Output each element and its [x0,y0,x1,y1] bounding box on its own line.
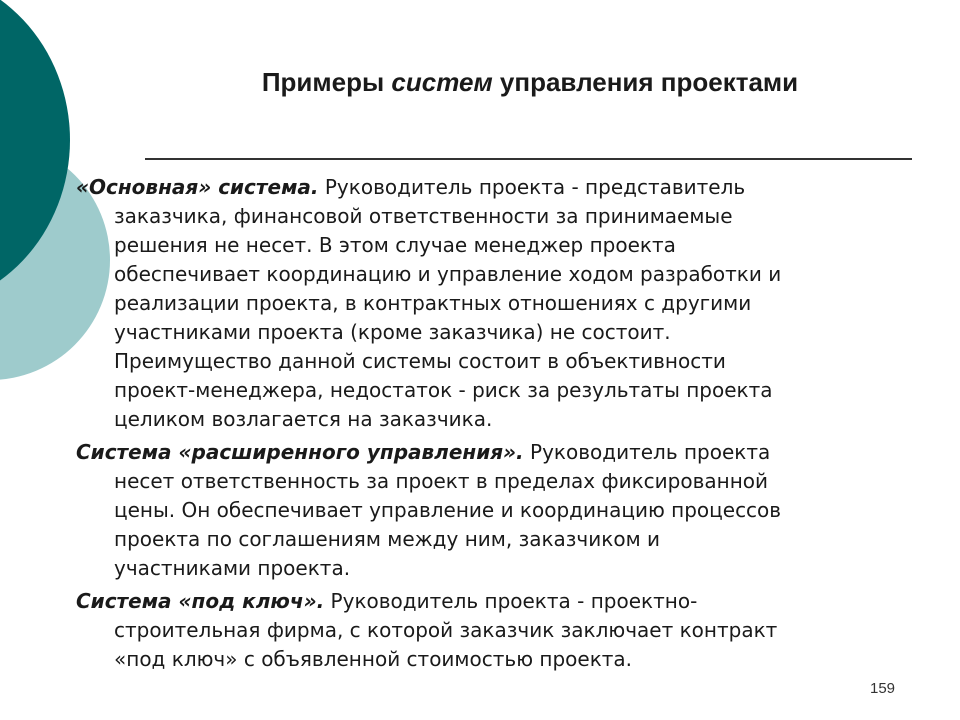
paragraph-basic-system [76,173,926,434]
paragraph-lead: Система «под ключ». [76,589,325,613]
paragraph-line: проекта по соглашениям между ним, заказчиком и [114,527,661,551]
slide-body [76,173,926,678]
title-part-2: управления проектами [492,67,799,97]
paragraph-line: Руководитель проекта - проектно- [324,589,698,613]
paragraph-line: несет ответственность за проект в пределах фиксированной [114,469,769,493]
paragraph-line: строительная фирма, с которой заказчик заключает контракт [114,618,778,642]
paragraph-lead: Система «расширенного управления». [76,440,524,464]
title-divider [145,158,912,160]
paragraph-line: Руководитель проекта - представитель [318,175,746,199]
paragraph-extended-management [76,438,926,583]
title-part-1: Примеры [261,67,392,97]
paragraph-turnkey [76,587,926,674]
page-number: 159 [870,680,896,697]
paragraph-line: решения не несет. В этом случае менеджер проекта [114,233,676,257]
paragraph-line: участниками проекта (кроме заказчика) не состоит. [114,320,671,344]
paragraph-lead: «Основная» система. [76,175,319,199]
paragraph-line: Преимущество данной системы состоит в объективности [114,349,726,373]
paragraph-line: «под ключ» с объявленной стоимостью проекта. [114,647,633,671]
paragraph-line: заказчика, финансовой ответственности за принимаемые [114,204,733,228]
slide-title [150,62,910,102]
paragraph-line: участниками проекта. [114,556,351,580]
paragraph-line: целиком возлагается на заказчика. [114,407,493,431]
title-emphasis: систем [391,67,493,97]
paragraph-line: обеспечивает координацию и управление ходом разработки и [114,262,782,286]
paragraph-line: Руководитель проекта [523,440,771,464]
paragraph-line: проект-менеджера, недостаток - риск за результаты проекта [114,378,773,402]
paragraph-line: реализации проекта, в контрактных отношениях с другими [114,291,752,315]
paragraph-line: цены. Он обеспечивает управление и координацию процессов [114,498,782,522]
